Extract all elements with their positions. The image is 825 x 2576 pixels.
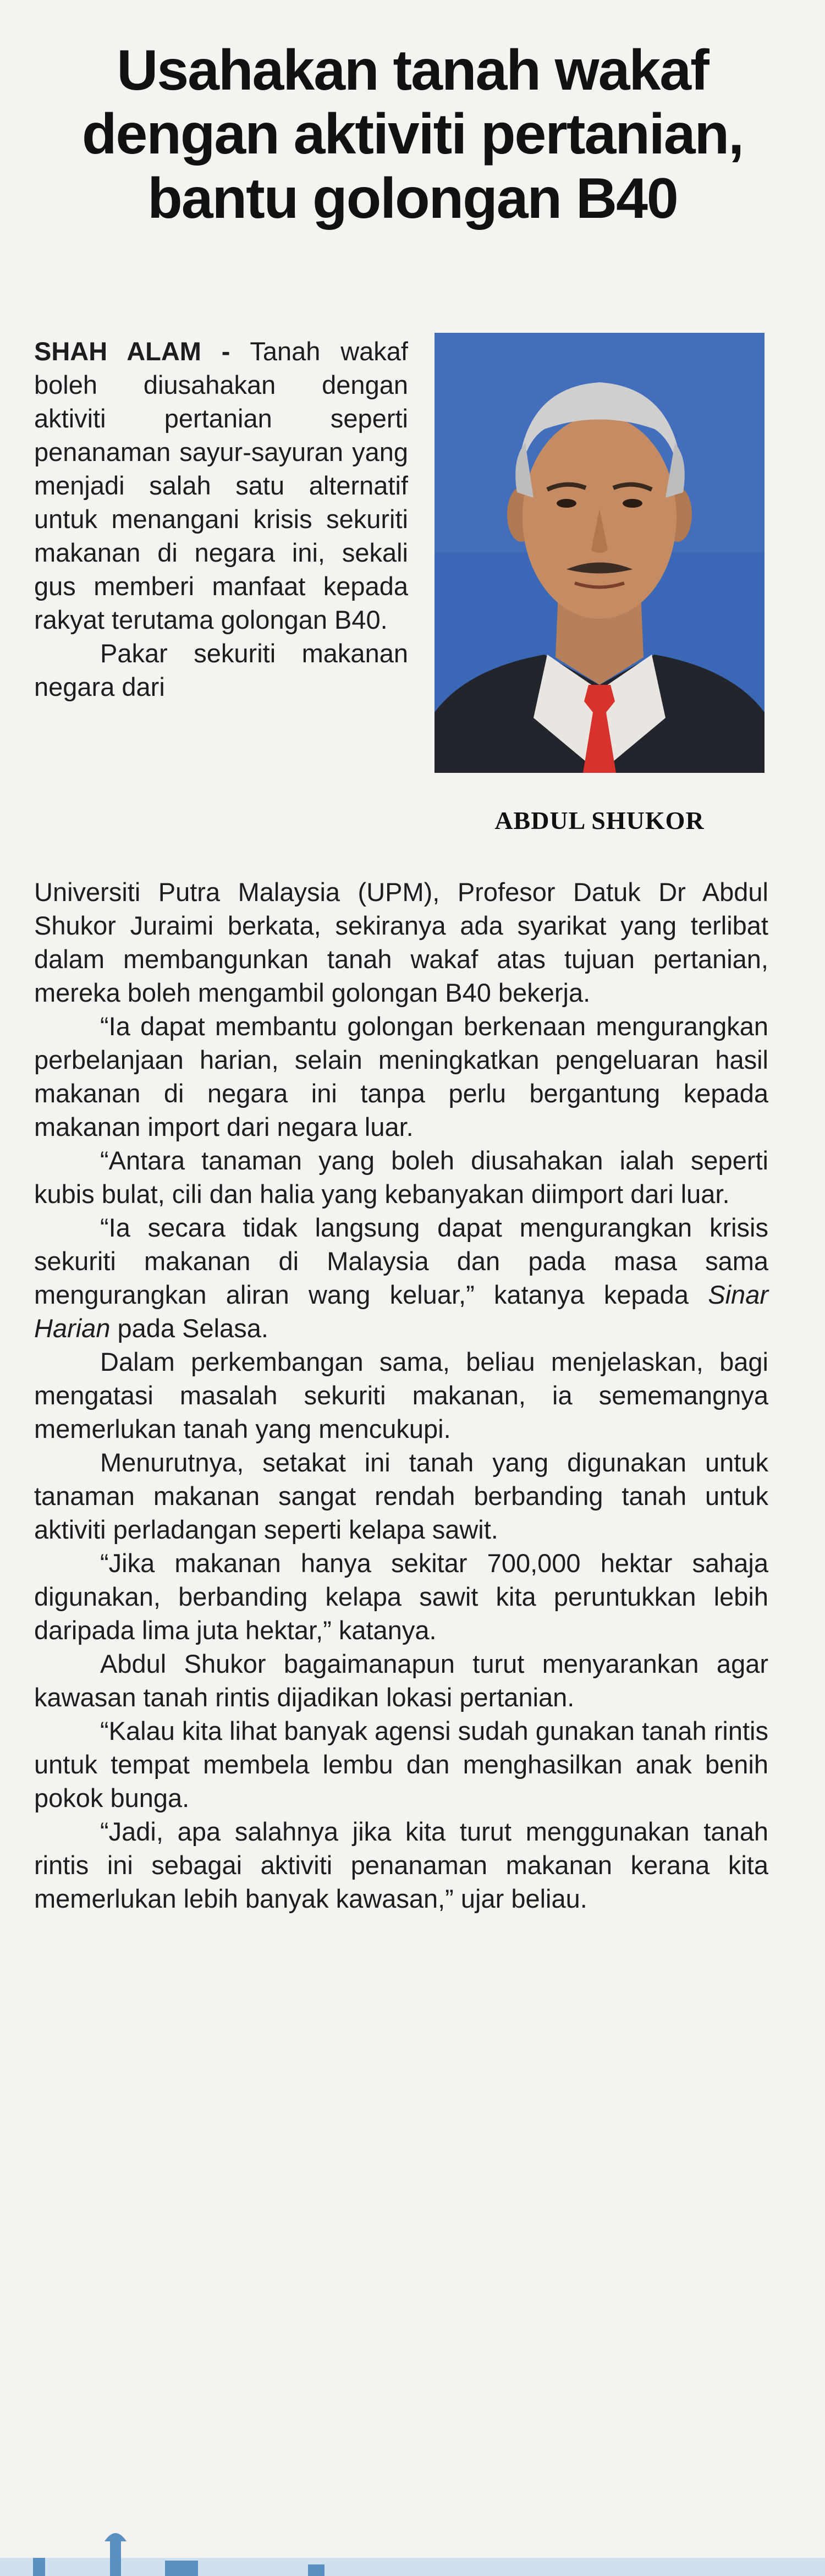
paragraph-6: Dalam perkembangan sama, beliau menjelaskan, bagi mengatasi masalah sekuriti makanan, ia sememangnya memerlukan tanah yang mencukupi. [34,1347,768,1443]
photo-caption: ABDUL SHUKOR [494,806,705,834]
headline-line-3: bantu golongan B40 [147,166,678,230]
publication-name: Sinar Harian [34,1280,768,1343]
headline-line-1: Usahakan tanah wakaf [117,39,708,102]
paragraph-4: “Antara tanaman yang boleh diusahakan ialah seperti kubis bulat, cili dan halia yang kebanyakan diimport dari luar. [34,1146,768,1209]
paragraph-10: “Kalau kita lihat banyak agensi sudah gunakan tanah rintis untuk tempat membela lembu dan menghasilkan anak benih pokok bunga. [34,1716,768,1812]
paragraph-5-a: “Ia secara tidak langsung dapat mengurangkan krisis sekuriti makanan di Malaysia dan pada masa sama mengurangkan aliran wang keluar,” katanya kepada [34,1213,768,1309]
paragraph-7: Menurutnya, setakat ini tanah yang digunakan untuk tanaman makanan sangat rendah berbanding tanah untuk aktiviti perladangan seperti kelapa sawit. [34,1448,768,1544]
portrait-illustration [435,333,765,773]
article-column-narrow [34,334,408,704]
paragraph-11: “Jadi, apa salahnya jika kita turut menggunakan tanah rintis ini sebagai aktiviti penanaman makanan kerana kita memerlukan lebih banyak kawasan,” ujar beliau. [34,1817,768,1913]
portrait-photo [435,333,765,773]
paragraph-1 [34,334,408,636]
paragraph-9: Abdul Shukor bagaimanapun turut menyarankan agar kawasan tanah rintis dijadikan lokasi pertanian. [34,1649,768,1712]
paragraph-2-rest: Universiti Putra Malaysia (UPM), Profesor Datuk Dr Abdul Shukor Juraimi berkata, sekiranya ada syarikat yang terlibat dalam membangunkan tanah wakaf atas tujuan pertanian, mereka boleh mengambil golongan B40 bekerja. [34,877,768,1007]
dateline: SHAH ALAM - [34,337,230,366]
paragraph-2-start: Pakar sekuriti makanan negara dari [34,639,408,701]
article-column-wide [34,875,768,1915]
article-headline [33,39,792,230]
mosque-silhouette-decoration [0,2519,825,2576]
paragraph-3: “Ia dapat membantu golongan berkenaan mengurangkan perbelanjaan harian, selain meningkatkan pengeluaran hasil makanan di negara ini tanpa perlu bergantung kepada makanan import dari negara luar. [34,1012,768,1141]
paragraph-8: “Jika makanan hanya sekitar 700,000 hektar sahaja digunakan, berbanding kelapa sawit kita peruntukkan lebih daripada lima juta hektar,” katanya. [34,1548,768,1645]
paragraph-5 [34,1211,768,1345]
paragraph-5-b: pada Selasa. [110,1314,268,1343]
paragraph-1-text: Tanah wakaf boleh diusahakan dengan aktiviti pertanian seperti penanaman sayur-sayuran yang menjadi salah satu alternatif untuk menangani krisis sekuriti makanan di negara ini, sekali gus memberi manfaat kepada rakyat terutama golongan B40. [34,337,408,634]
headline-line-2: dengan aktiviti pertanian, [81,102,744,167]
